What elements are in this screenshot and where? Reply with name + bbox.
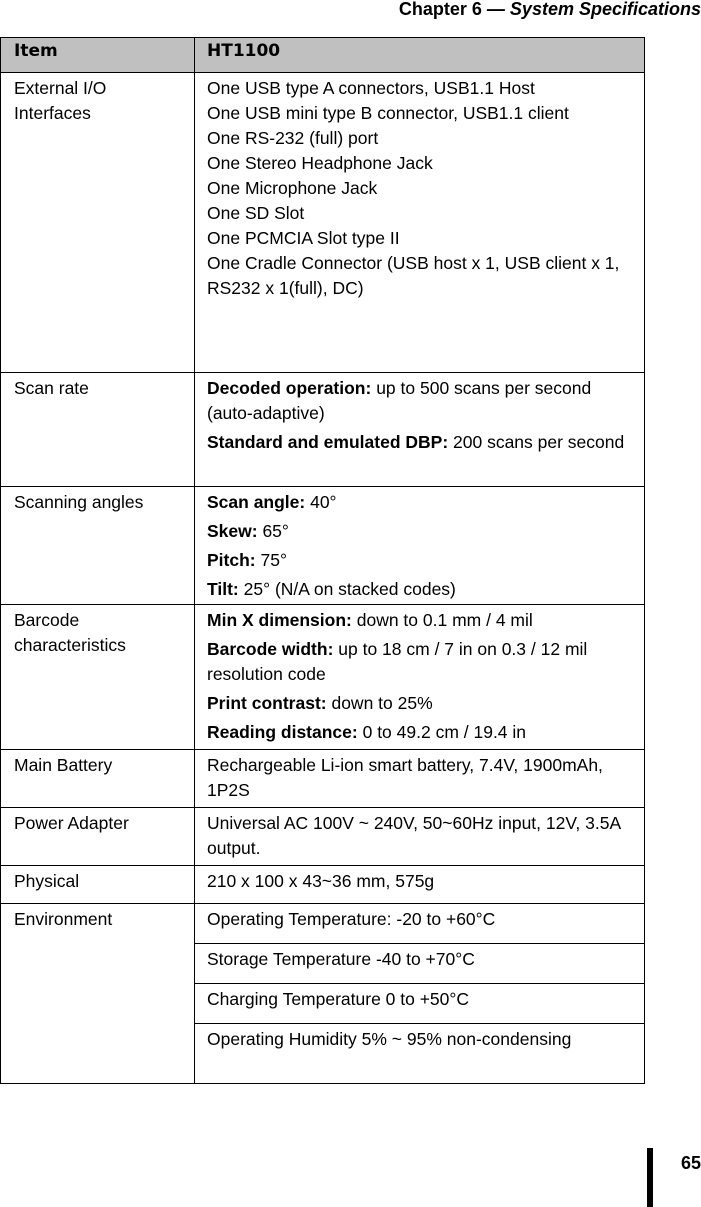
spec-item: Reading distance: 0 to 49.2 cm / 19.4 in (207, 722, 527, 742)
page-margin-bar (647, 1148, 653, 1207)
row-label-barcode: Barcode characteristics (1, 605, 195, 750)
spec-item: Print contrast: down to 25% (207, 693, 433, 713)
io-line: One Microphone Jack (207, 178, 378, 198)
table-row (1, 866, 645, 904)
page-number: 65 (680, 1153, 701, 1173)
chapter-title: System Specifications (509, 0, 701, 19)
row-label-battery: Main Battery (1, 750, 195, 808)
header-model: HT1100 (195, 38, 645, 73)
io-line: One Cradle Connector (USB host x 1, USB client x 1, RS232 x 1(full), DC) (207, 253, 620, 298)
spec-item: Decoded operation: up to 500 scans per second (auto-adaptive) (207, 378, 592, 423)
spec-item: Min X dimension: down to 0.1 mm / 4 mil (207, 610, 533, 630)
env-row: Operating Temperature: -20 to +60°C (195, 904, 645, 944)
spec-table (0, 37, 645, 1084)
table-header-row (1, 38, 645, 73)
env-row: Operating Humidity 5% ~ 95% non-condensing (195, 1024, 645, 1084)
chapter-label: Chapter 6 — (398, 0, 505, 19)
row-label-environment: Environment (1, 904, 195, 1084)
spec-item: Standard and emulated DBP: 200 scans per second (207, 432, 625, 452)
spec-item: Tilt: 25° (N/A on stacked codes) (207, 579, 456, 599)
io-line: One USB mini type B connector, USB1.1 client (207, 103, 569, 123)
table-row (1, 73, 645, 373)
row-label-angles: Scanning angles (1, 487, 195, 605)
io-line: One PCMCIA Slot type II (207, 228, 400, 248)
row-label-scan-rate: Scan rate (1, 373, 195, 487)
table-row (1, 808, 645, 866)
row-value-battery: Rechargeable Li-ion smart battery, 7.4V, 1900mAh, 1P2S (195, 750, 645, 808)
spec-item: Barcode width: up to 18 cm / 7 in on 0.3 / 12 mil resolution code (207, 639, 588, 684)
row-value-barcode (195, 605, 645, 750)
table-row (1, 750, 645, 808)
table-row (1, 605, 645, 750)
row-value-io (195, 73, 645, 373)
table-row (1, 904, 645, 944)
row-value-power: Universal AC 100V ~ 240V, 50~60Hz input, 12V, 3.5A output. (195, 808, 645, 866)
row-label-power: Power Adapter (1, 808, 195, 866)
io-line: One SD Slot (207, 203, 305, 223)
table-row (1, 373, 645, 487)
spec-item: Scan angle: 40° (207, 492, 337, 512)
io-line: One RS-232 (full) port (207, 128, 379, 148)
io-line: One USB type A connectors, USB1.1 Host (207, 78, 535, 98)
page-header (399, 0, 701, 18)
header-item: Item (1, 38, 195, 73)
row-label-physical: Physical (1, 866, 195, 904)
spec-item: Pitch: 75° (207, 550, 287, 570)
table-row (1, 487, 645, 605)
row-value-scan-rate (195, 373, 645, 487)
io-line: One Stereo Headphone Jack (207, 153, 433, 173)
row-value-physical: 210 x 100 x 43~36 mm, 575g (195, 866, 645, 904)
env-row: Charging Temperature 0 to +50°C (195, 984, 645, 1024)
env-row: Storage Temperature -40 to +70°C (195, 944, 645, 984)
row-value-angles (195, 487, 645, 605)
row-label-io: External I/O Interfaces (1, 73, 195, 373)
spec-item: Skew: 65° (207, 521, 289, 541)
